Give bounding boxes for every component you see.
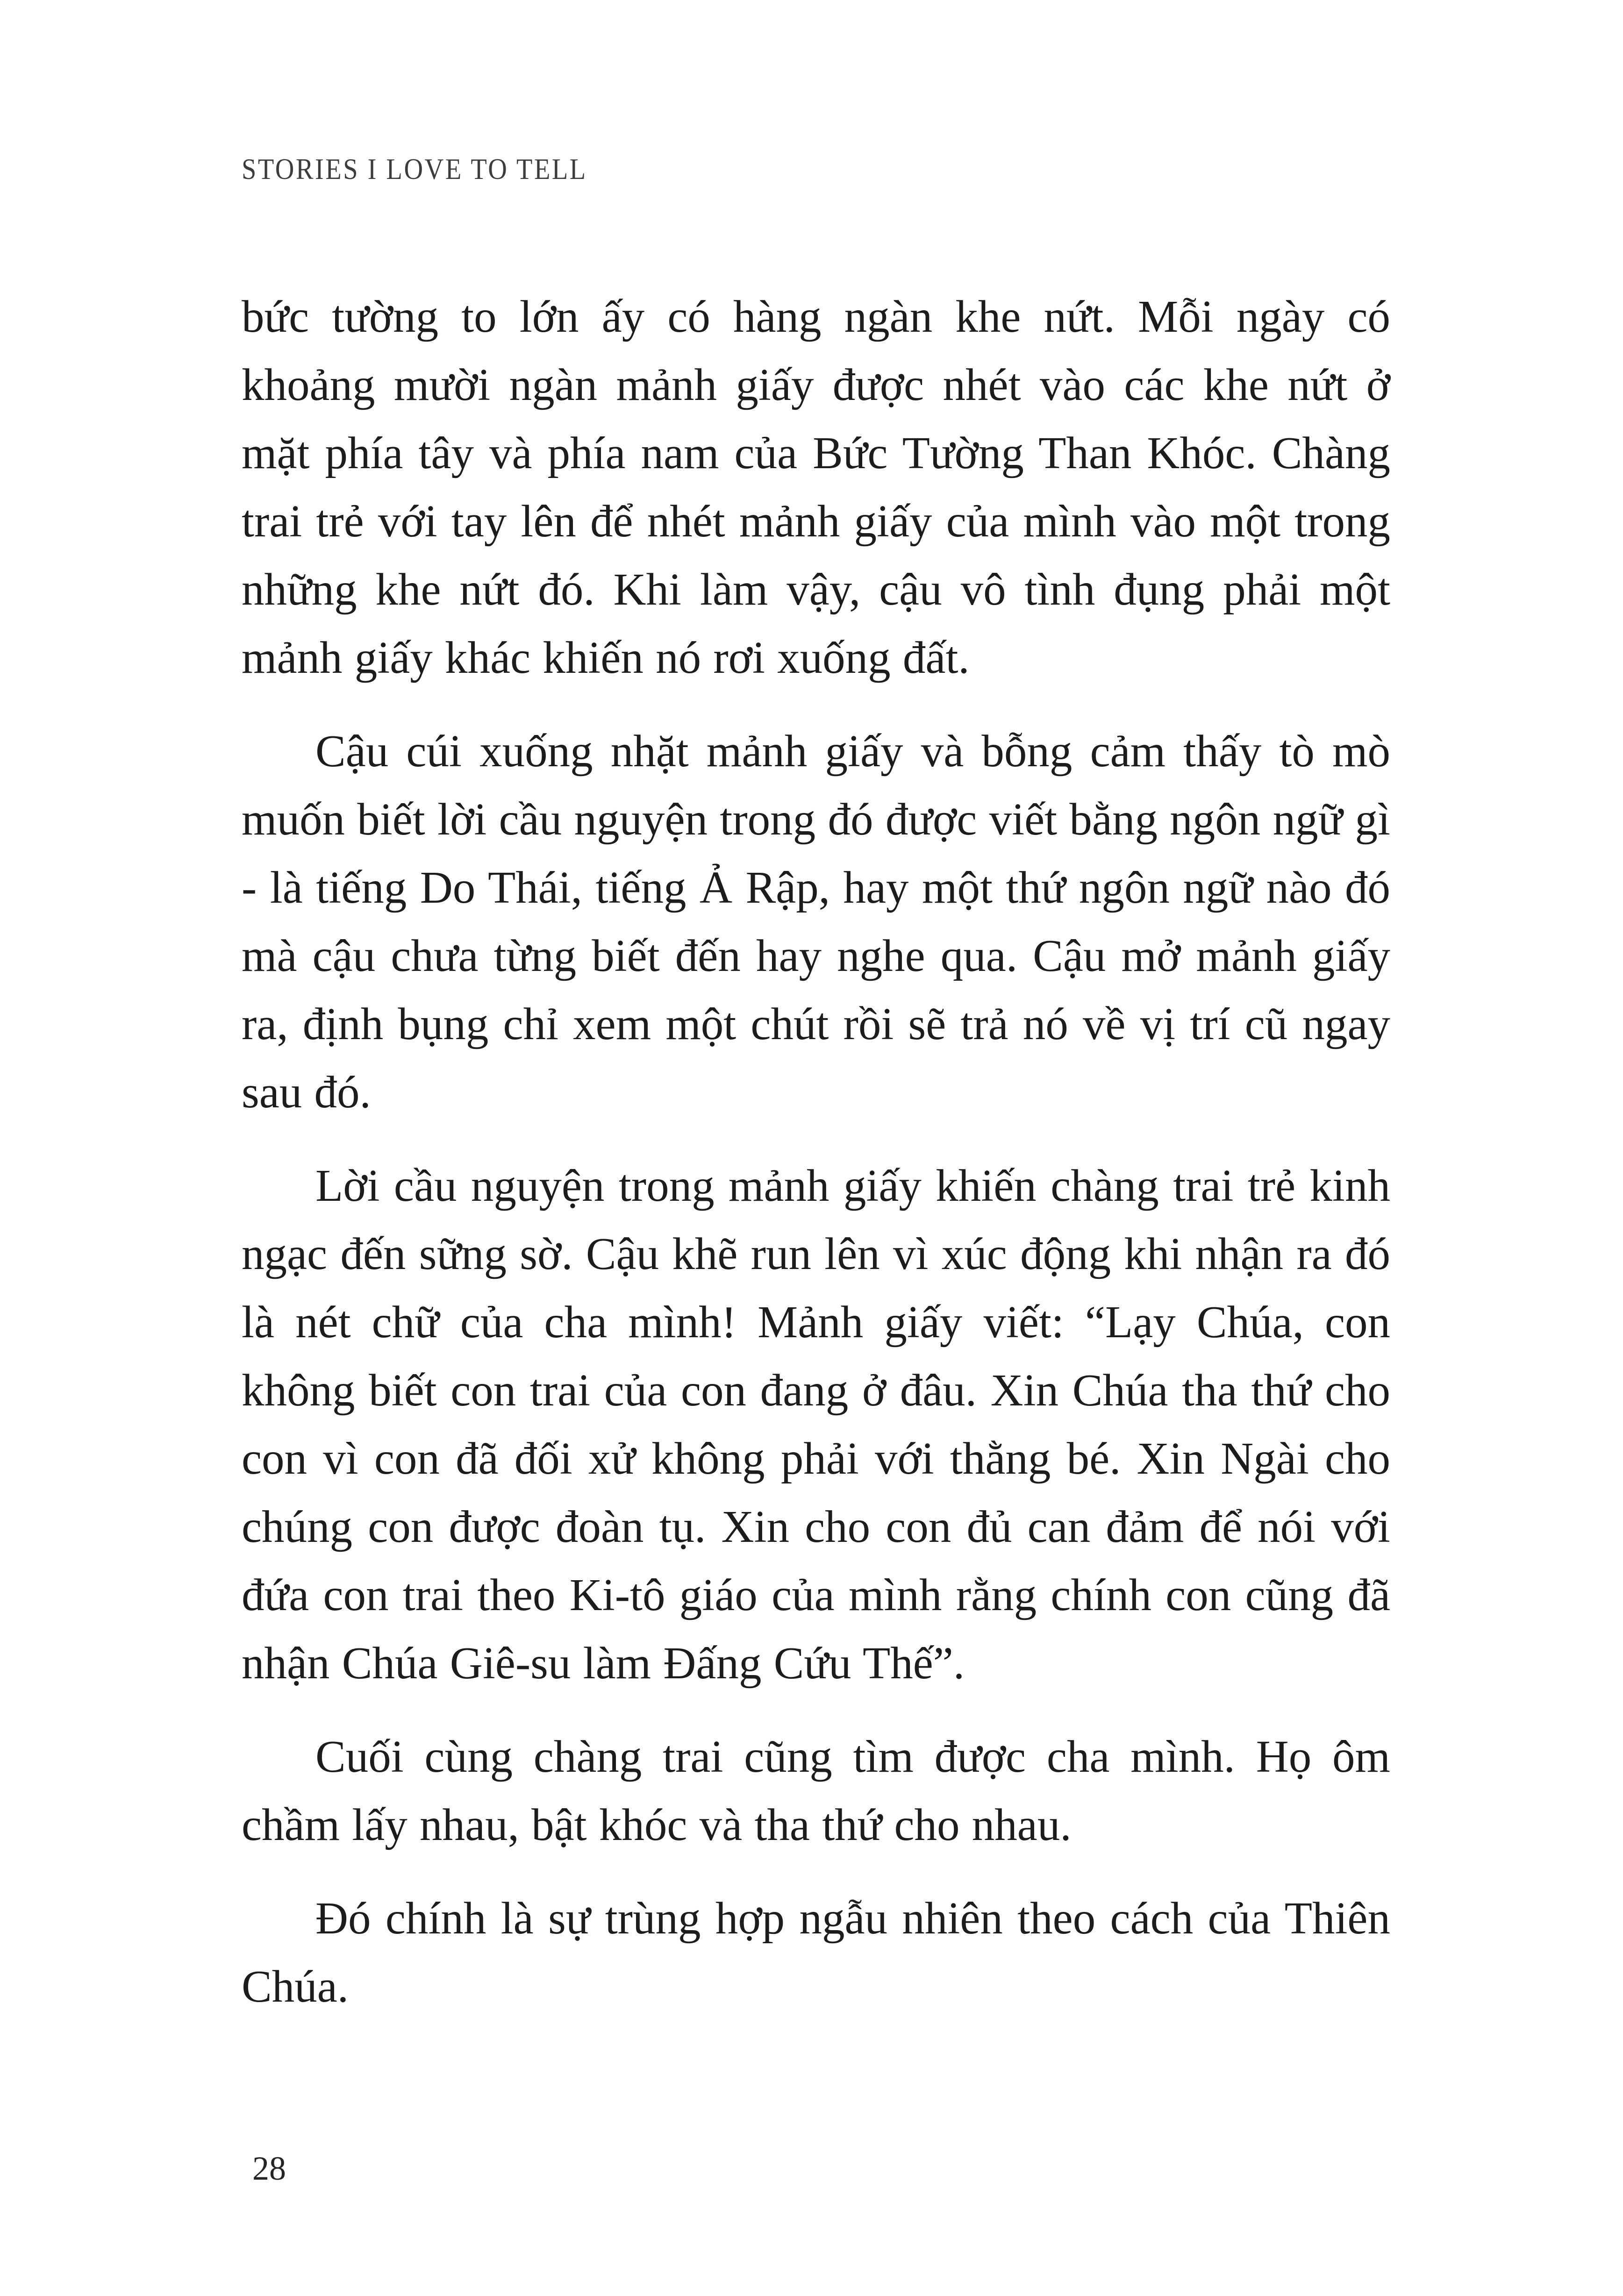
paragraph: Lời cầu nguyện trong mảnh giấy khiến chàng trai trẻ kinh ngạc đến sững sờ. Cậu khẽ run lên vì xúc động khi nhận ra đó là nét chữ của cha mình! Mảnh giấy viết: “Lạy Chúa, con không biết con trai của con đang ở đâu. Xin Chúa tha thứ cho con vì con đã đối xử không phải với thằng bé. Xin Ngài cho chúng con được đoàn tụ. Xin cho con đủ can đảm để nói với đứa con trai theo Ki-tô giáo của mình rằng chính con cũng đã nhận Chúa Giê-su làm Đấng Cứu Thế”. — [242, 1161, 1390, 1688]
paragraph: Đó chính là sự trùng hợp ngẫu nhiên theo cách của Thiên Chúa. — [242, 1893, 1390, 2011]
body-text — [242, 283, 1390, 2046]
page-number: 28 — [252, 2150, 286, 2187]
paragraph: Cậu cúi xuống nhặt mảnh giấy và bỗng cảm thấy tò mò muốn biết lời cầu nguyện trong đó được viết bằng ngôn ngữ gì - là tiếng Do Thái, tiếng Ả Rập, hay một thứ ngôn ngữ nào đó mà cậu chưa từng biết đến hay nghe qua. Cậu mở mảnh giấy ra, định bụng chỉ xem một chút rồi sẽ trả nó về vị trí cũ ngay sau đó. — [242, 726, 1390, 1117]
running-header: STORIES I LOVE TO TELL — [242, 152, 587, 185]
paragraph: Cuối cùng chàng trai cũng tìm được cha mình. Họ ôm chầm lấy nhau, bật khóc và tha thứ cho nhau. — [242, 1732, 1390, 1850]
paragraph: bức tường to lớn ấy có hàng ngàn khe nứt. Mỗi ngày có khoảng mười ngàn mảnh giấy được nhét vào các khe nứt ở mặt phía tây và phía nam của Bức Tường Than Khóc. Chàng trai trẻ với tay lên để nhét mảnh giấy của mình vào một trong những khe nứt đó. Khi làm vậy, cậu vô tình đụng phải một mảnh giấy khác khiến nó rơi xuống đất. — [242, 292, 1390, 683]
